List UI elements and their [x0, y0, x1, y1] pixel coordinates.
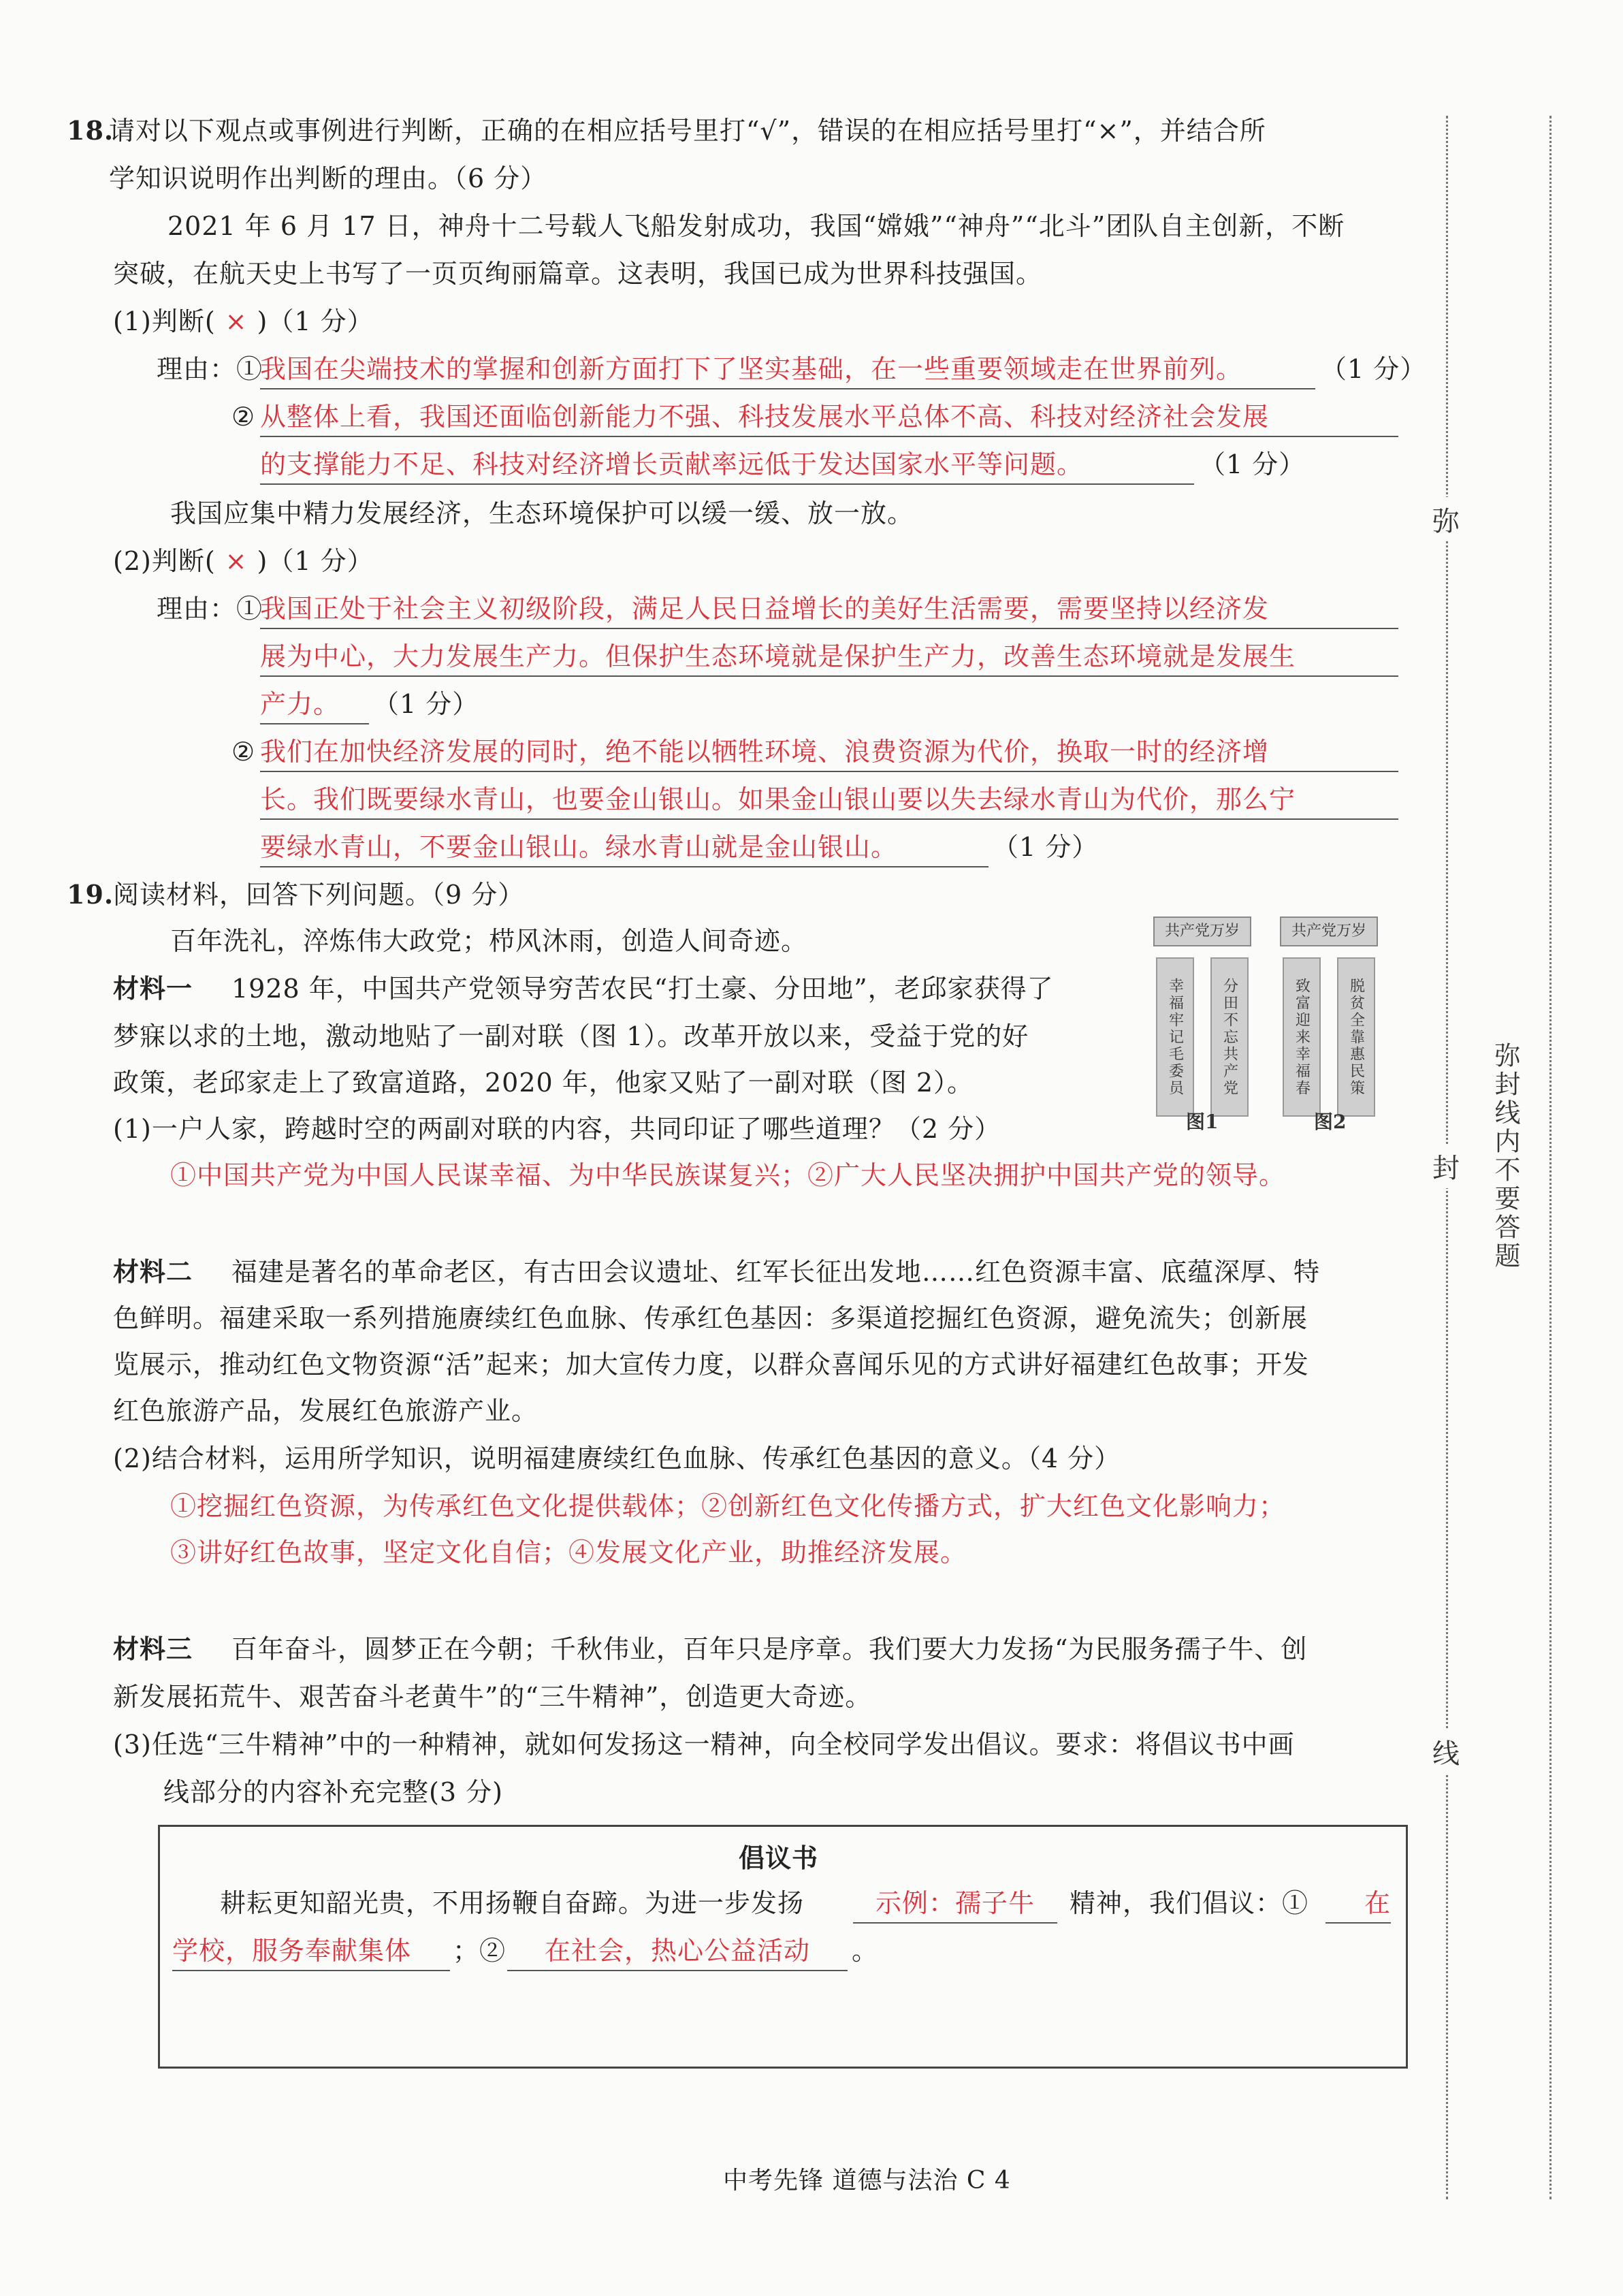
proposal-blank-2: 在社会，热心公益活动: [507, 1933, 848, 1971]
q19-answer2-line1: ①挖掘红色资源，为传承红色文化提供载体；②创新红色文化传播方式，扩大红色文化影响力；: [170, 1491, 1286, 1521]
q18-stem-line1: 请对以下观点或事例进行判断，正确的在相应括号里打“√”，错误的在相应括号里打“×”，并结合所: [109, 116, 1266, 146]
proposal-blank-1a: 在: [1325, 1885, 1391, 1924]
judge1-suffix: )（1 分）: [257, 306, 374, 336]
q18-reason1-1-score: （1 分）: [1321, 354, 1427, 384]
margin-warning-text: 弥封线内不要答题: [1490, 1042, 1520, 1271]
proposal-title: 倡议书: [739, 1843, 819, 1873]
margin-char-feng: 封: [1432, 1144, 1460, 1188]
q18-reason2-label: 理由：①: [157, 594, 263, 624]
q18-reason2-2-line1: 我们在加快经济发展的同时，绝不能以牺牲环境、浪费资源为代价，换取一时的经济增: [260, 734, 1398, 772]
q18-reason1-1: 我国在尖端技术的掌握和创新方面打下了坚实基础，在一些重要领域走在世界前列。: [260, 351, 1315, 389]
q19-number: 19.: [67, 879, 114, 910]
binding-dotted-line-outer: [1549, 116, 1552, 2199]
q18-judge1: [113, 304, 374, 339]
judge1-answer: ×: [225, 306, 248, 336]
q18-number: 18.: [67, 115, 114, 146]
q18-statement1-line1: 2021 年 6 月 17 日，神舟十二号载人飞船发射成功，我国“嫦娥”“神舟”“北斗”团队自主创新，不断: [167, 211, 1345, 241]
q18-reason2-1-line3: 产力。: [260, 686, 369, 724]
proposal-text1: 耕耘更知韶光贵，不用扬鞭自奋蹄。为进一步发扬: [220, 1888, 805, 1918]
judge2-suffix: )（1 分）: [257, 546, 374, 576]
couplet-figure-2: [1277, 916, 1379, 1114]
margin-char-xian: 线: [1432, 1729, 1460, 1774]
q19-intro: 百年洗礼，淬炼伟大政党；栉风沐雨，创造人间奇迹。: [170, 926, 808, 956]
q19-answer2-line2: ③讲好红色故事，坚定文化自信；④发展文化产业，助推经济发展。: [170, 1537, 967, 1567]
proposal-blank-1b: 学校，服务奉献集体: [172, 1933, 450, 1971]
q19-stem: 阅读材料，回答下列问题。（9 分）: [113, 880, 525, 910]
judge1-prefix: (1)判断(: [113, 306, 216, 336]
couplet2-banner: 共产党万岁: [1280, 916, 1378, 946]
figure2-caption: 图2: [1314, 1111, 1347, 1133]
q19-sub3-line2: 线部分的内容补充完整(3 分): [163, 1777, 503, 1807]
proposal-text3: ；②: [453, 1936, 507, 1966]
q18-reason1-2-score: （1 分）: [1200, 449, 1306, 479]
q18-reason2-2-line3: 要绿水青山，不要金山银山。绿水青山就是金山银山。: [260, 829, 989, 867]
q18-statement2: 我国应集中精力发展经济，生态环境保护可以缓一缓、放一放。: [170, 498, 914, 528]
figure1-caption: 图1: [1186, 1111, 1219, 1133]
material2-line3: 览展示，推动红色文物资源“活”起来；加大宣传力度，以群众喜闻乐见的方式讲好福建红色故事；开发: [113, 1350, 1309, 1380]
proposal-text2: 精神，我们倡议：①: [1070, 1888, 1309, 1918]
material1-line1: 1928 年，中国共产党领导穷苦农民“打土豪、分田地”，老邱家获得了: [231, 974, 1054, 1004]
couplet2-left-scroll: 致富迎来幸福春: [1283, 957, 1321, 1117]
q19-sub2: (2)结合材料，运用所学知识，说明福建赓续红色血脉、传承红色基因的意义。（4 分）: [113, 1444, 1121, 1473]
q18-reason2-2-num: ②: [231, 737, 256, 767]
q18-stem-line2: 学知识说明作出判断的理由。（6 分）: [109, 163, 547, 193]
material1-line3: 政策，老邱家走上了致富道路，2020 年，他家又贴了一副对联（图 2）。: [113, 1068, 974, 1098]
couplet1-banner: 共产党万岁: [1153, 916, 1251, 946]
q18-reason2-2-score: （1 分）: [993, 832, 1099, 862]
material3-line1: 百年奋斗，圆梦正在今朝；千秋伟业，百年只是序章。我们要大力发扬“为民服务孺子牛、创: [231, 1634, 1308, 1664]
material2-line2: 色鲜明。福建采取一系列措施赓续红色血脉、传承红色基因：多渠道挖掘红色资源，避免流失；创新展: [113, 1303, 1308, 1333]
q18-reason2-2-line2: 长。我们既要绿水青山，也要金山银山。如果金山银山要以失去绿水青山为代价，那么宁: [260, 782, 1398, 820]
q18-statement1-line2: 突破，在航天史上书写了一页页绚丽篇章。这表明，我国已成为世界科技强国。: [113, 259, 1043, 289]
q19-sub1: (1)一户人家，跨越时空的两副对联的内容，共同印证了哪些道理？（2 分）: [113, 1114, 1001, 1144]
q18-reason1-2-line2: 的支撑能力不足、科技对经济增长贡献率远低于发达国家水平等问题。: [260, 447, 1194, 485]
couplet1-right-scroll: 分田不忘共产党: [1210, 957, 1249, 1117]
judge2-prefix: (2)判断(: [113, 546, 216, 576]
material3-line2: 新发展拓荒牛、艰苦奋斗老黄牛”的“三牛精神”，创造更大奇迹。: [113, 1682, 872, 1712]
proposal-blank-spirit: 示例：孺子牛: [853, 1885, 1057, 1924]
q18-judge2: [113, 543, 374, 579]
material2-line1: 福建是著名的革命老区，有古田会议遗址、红军长征出发地……红色资源丰富、底蕴深厚、特: [231, 1257, 1321, 1287]
judge2-answer: ×: [225, 546, 248, 576]
q18-reason1-label: 理由：①: [157, 354, 263, 384]
material1-label: 材料一: [113, 973, 193, 1004]
proposal-text4: 。: [852, 1936, 879, 1966]
couplet1-left-scroll: 幸福牢记毛委员: [1156, 957, 1194, 1117]
margin-char-mi: 弥: [1432, 497, 1460, 541]
proposal-box: [158, 1825, 1408, 2069]
q18-reason2-1-line2: 展为中心，大力发展生产力。但保护生态环境就是保护生产力，改善生态环境就是发展生: [260, 639, 1398, 677]
q18-reason2-1-score: （1 分）: [373, 689, 479, 719]
q19-sub3-line1: (3)任选“三牛精神”中的一种精神，就如何发扬这一精神，向全校同学发出倡议。要求：将倡议书中画: [113, 1729, 1295, 1759]
q18-reason1-2-num: ②: [231, 402, 256, 432]
material3-label: 材料三: [113, 1633, 193, 1664]
page-footer: 中考先锋 道德与法治 C 4: [723, 2167, 1011, 2195]
q19-answer1: ①中国共产党为中国人民谋幸福、为中华民族谋复兴；②广大人民坚决拥护中国共产党的领导。: [170, 1160, 1286, 1190]
material2-label: 材料二: [113, 1256, 193, 1287]
q18-reason1-2-line1: 从整体上看，我国还面临创新能力不强、科技发展水平总体不高、科技对经济社会发展: [260, 399, 1398, 437]
q18-reason2-1-line1: 我国正处于社会主义初级阶段，满足人民日益增长的美好生活需要，需要坚持以经济发: [260, 591, 1398, 629]
material1-line2: 梦寐以求的土地，激动地贴了一副对联（图 1）。改革开放以来，受益于党的好: [113, 1021, 1029, 1051]
material2-line4: 红色旅游产品，发展红色旅游产业。: [113, 1396, 539, 1426]
couplet-figure-1: [1151, 916, 1253, 1114]
couplet2-right-scroll: 脱贫全靠惠民策: [1337, 957, 1375, 1117]
